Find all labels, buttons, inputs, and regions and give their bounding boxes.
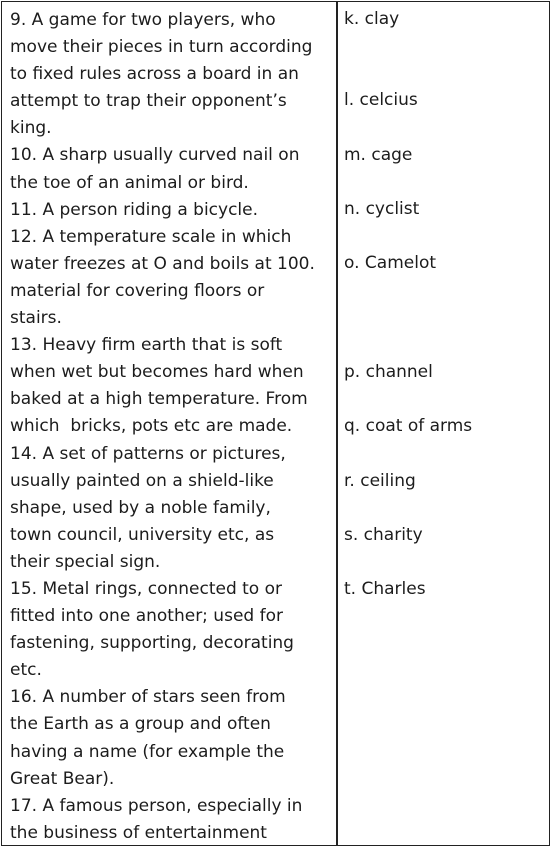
option-n: n. cyclist bbox=[344, 199, 420, 219]
question-13-line-4: which bricks, pots etc are made. bbox=[10, 416, 293, 437]
answers-column bbox=[344, 2, 544, 845]
question-9-line-2: move their pieces in turn according bbox=[10, 37, 313, 58]
question-10-line-1: 10. A sharp usually curved nail on bbox=[10, 145, 300, 166]
question-15-line-2: fitted into one another; used for bbox=[10, 606, 283, 627]
option-r: r. ceiling bbox=[344, 471, 416, 491]
option-q: q. coat of arms bbox=[344, 416, 473, 436]
question-13-line-1: 13. Heavy firm earth that is soft bbox=[10, 335, 283, 356]
question-16-line-3: having a name (for example the bbox=[10, 741, 285, 762]
option-k: k. clay bbox=[344, 9, 400, 29]
question-9-line-3: to fixed rules across a board in an bbox=[10, 64, 299, 85]
option-t: t. Charles bbox=[344, 579, 426, 599]
question-17-line-1: 17. A famous person, especially in bbox=[10, 795, 303, 816]
question-14-line-4: town council, university etc, as bbox=[10, 524, 275, 545]
question-15-line-3: fastening, supporting, decorating bbox=[10, 633, 294, 654]
question-9-line-5: king. bbox=[10, 118, 52, 139]
question-17-line-2: the business of entertainment bbox=[10, 822, 267, 843]
question-15 bbox=[10, 576, 336, 684]
column-divider bbox=[336, 2, 338, 845]
question-11 bbox=[10, 197, 336, 224]
question-13-line-3: baked at a high temperature. From bbox=[10, 389, 308, 410]
question-14 bbox=[10, 441, 336, 576]
question-17 bbox=[10, 793, 336, 847]
question-12-line-1: 12. A temperature scale in which bbox=[10, 226, 292, 247]
question-12-line-3: material for covering floors or bbox=[10, 280, 265, 301]
question-13 bbox=[10, 332, 336, 440]
question-14-line-3: shape, used by a noble family, bbox=[10, 497, 271, 518]
matching-table bbox=[1, 1, 550, 846]
question-15-line-1: 15. Metal rings, connected to or bbox=[10, 578, 282, 599]
option-l: l. celcius bbox=[344, 90, 418, 110]
question-16-line-4: Great Bear). bbox=[10, 768, 115, 789]
question-11-line-1: 11. A person riding a bicycle. bbox=[10, 199, 259, 220]
question-16 bbox=[10, 684, 336, 792]
question-12-line-2: water freezes at O and boils at 100. bbox=[10, 253, 315, 274]
question-9 bbox=[10, 7, 336, 142]
question-10-line-2: the toe of an animal or bird. bbox=[10, 172, 249, 193]
definitions-column bbox=[10, 7, 336, 847]
option-s: s. charity bbox=[344, 525, 423, 545]
question-12-line-4: stairs. bbox=[10, 308, 62, 329]
question-13-line-2: when wet but becomes hard when bbox=[10, 362, 304, 383]
question-12 bbox=[10, 224, 336, 332]
question-9-line-1: 9. A game for two players, who bbox=[10, 10, 276, 30]
question-15-line-4: etc. bbox=[10, 660, 42, 681]
question-16-line-1: 16. A number of stars seen from bbox=[10, 687, 286, 708]
question-16-line-2: the Earth as a group and often bbox=[10, 714, 271, 735]
option-o: o. Camelot bbox=[344, 253, 437, 273]
question-14-line-1: 14. A set of patterns or pictures, bbox=[10, 443, 286, 464]
option-m: m. cage bbox=[344, 145, 413, 165]
question-10 bbox=[10, 142, 336, 196]
question-14-line-2: usually painted on a shield-like bbox=[10, 470, 274, 491]
question-9-line-4: attempt to trap their opponent’s bbox=[10, 91, 287, 112]
option-p: p. channel bbox=[344, 362, 433, 382]
question-14-line-5: their special sign. bbox=[10, 551, 161, 572]
